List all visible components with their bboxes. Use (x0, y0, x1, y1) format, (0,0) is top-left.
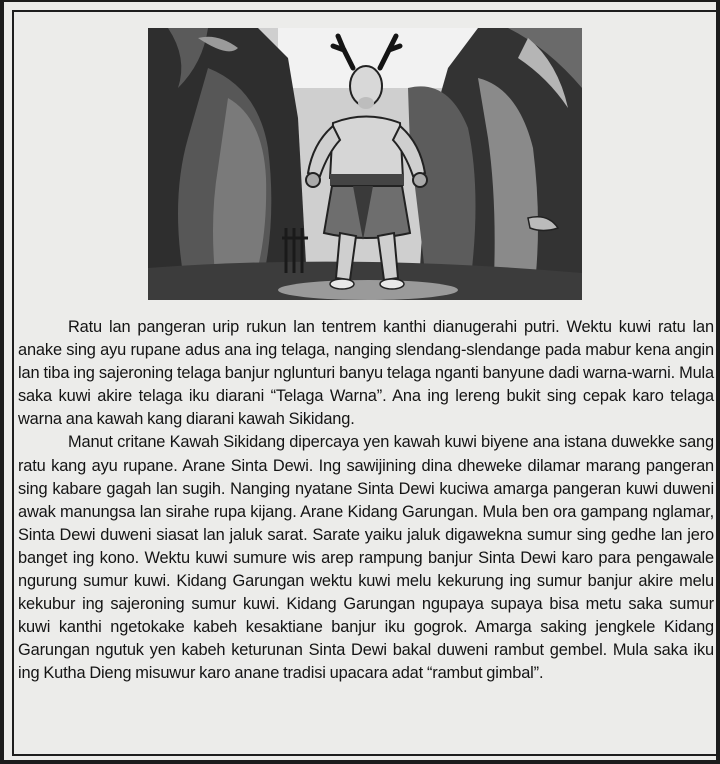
book-page (4, 2, 716, 760)
story-paragraph-2: Manut critane Kawah Sikidang dipercaya yen kawah kuwi biyene ana istana duwekke sang ratu kang ayu rupane. Arane Sinta Dewi. Ing sawijining dina dheweke dilamar marang pangeran sing kabare gagah lan sugih. Nanging nyatane Sinta Dewi kuciwa amarga pangeran kuwi duweni awak manungsa lan sirahe rupa kijang. Arane Kidang Garungan. Mula ben ora gampang nglamar, Sinta Dewi duweni siasat lan jaluk sarat. Sarate yaiku jaluk digawekna sumur sing gedhe lan jero banget ing kono. Wektu kuwi sumure wis arep rampung banjur Sinta Dewi karo para pengawale ngurung sumur kuwi. Kidang Garungan wektu kuwi melu kekurung ing sumur banjur akire melu kekubur ing sajeroning sumur kuwi. Kidang Garungan ngupaya supaya bisa metu saka sumur kuwi kanthi ngetokake kabeh kesaktiane banjur iku gogrok. Amarga saking jengkele Kidang Garungan ngutuk yen kabeh keturunan Sinta Dewi bakal duweni rambut gembel. Mula saka iku ing Kutha Dieng misuwur karo anane tradisi upacara adat “rambut gimbal”. (18, 433, 714, 683)
story-illustration (148, 28, 582, 300)
story-text (18, 316, 714, 686)
story-paragraph-1: Ratu lan pangeran urip rukun lan tentrem kanthi dianugerahi putri. Wektu kuwi ratu lan anake sing ayu rupane adus ana ing telaga, nanging slendang-slendange pada mabur kena angin lan tiba ing sajeroning telaga banjur nglunturi banyu telaga nganti banyune dadi warna-warni. Mula saka kuwi akire telaga iku diarani “Telaga Warna”. Ana ing lereng bukit sing cepak karo telaga warna ana kawah kang diarani kawah Sikidang. (18, 318, 714, 429)
deer-headed-prince-illustration (148, 28, 582, 300)
